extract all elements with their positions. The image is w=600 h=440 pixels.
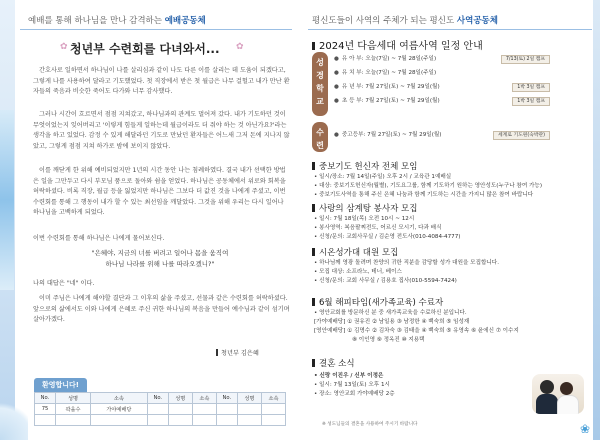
answer-line: 나의 대답은 "네" 이다. [33,280,95,287]
groom-body [536,394,558,414]
schedule-badge: 7/13(토) 2일 캠프 [501,55,550,64]
header-tag: 예배공동체 [164,16,206,26]
signature: 청년부 김은혜 [216,348,259,357]
quote-line: 하나님 나라를 위해 나를 따라오겠니?" [105,259,215,268]
flower-icon: ✿ [236,42,244,52]
closing-paragraph: 이미 주님은 나에게 해야할 결단과 그 이후의 삶을 주셨고, 선물과 같은 수련회를 허락하셨다. 앞으로의 삶에서도 이와 나에게 은혜로 주신 귀한 하나님의 복음을 만들어 예수님과 같이 섬기며 살아가겠다. [33,295,290,324]
bullet-icon: ● [334,84,339,90]
section-marker [312,42,315,50]
table-header-row: No. 성명 소속 No. 성명 소속 No. 성명 소속 [35,393,286,404]
list-item: • 일시: 7월 13일(토) 오후 1시 [314,382,390,388]
bride-head [560,382,573,395]
bullet-icon: ● [334,98,339,104]
welcome-table-section [34,372,286,426]
section-title: 중보기도 헌신자 전체 모임 [312,160,417,172]
section-title: 사랑의 삼계탕 봉사자 모집 [312,202,417,214]
schedule-badge: 1박 3일 캠프 [512,83,550,92]
page-header [28,14,206,26]
schedule-row: ● 초 등 부: 7월 27일(토) ~ 7월 29일(월) 1박 3일 캠프 [334,96,584,108]
section-title: 결혼 소식 [312,357,355,369]
list-item: • 장소: 영안교회 가야예배당 2층 [314,391,395,397]
welcome-tab: 환영합니다! [34,378,87,392]
section-items [314,215,594,242]
list-item: • 신청/문의: 교회 사무실 / 김용호 집사(010-5594-7424) [314,278,457,284]
section-title: 6월 해피타임(새가족교육) 수료자 [312,296,443,308]
section-items [314,259,594,286]
paragraph-1: 간호사로 일하면서 하나님이 나를 살리심과 같이 나도 다른 이를 살리는 데 도움이 되겠다고, 그렇게 나를 사용하여 달라고 기도했었다. 첫 직장에서 받은 첫 월급은 나무 걸헐고 내가 만난 환자들의 죽음과 비슷한 죽어도 다가와 너무 감사했다. [33,67,290,96]
section-marker [312,204,315,212]
section-items [314,173,594,200]
article-title: 청년부 수련회를 다녀와서... [70,42,220,56]
list-item: • 모집 대상: 소프라노, 테너, 베이스 [314,269,402,275]
list-item: • 일시: 7월 18일(목) 오전 10시 ~ 12시 [314,216,415,222]
section-marker [312,248,315,256]
wedding-photo [532,374,584,414]
welcome-table [34,392,286,426]
quote-block [60,248,260,269]
bullet-icon: ● [334,56,339,62]
header-divider [20,29,292,30]
schedule-badge: 세계로 기도원(숙박관) [493,131,550,140]
page-header [312,14,498,26]
table-row: 75 곽을수 가야예배당 [35,404,286,415]
paragraph-2: 그러나 시간이 흐르면서 점점 지쳐갔고, 하나님과의 관계도 멀어져 갔다. 내가 기도하던 것이 무엇이었는지 잊어버리고 '이렇게 힘들게 일하는데 월급이라도 더 줘야 하는 것 아닌가요?'라는 생각을 하고 있었다. 감정 수 있게 해달라던 기도로 만났던 환자들은 어느새 그저 돈에 지나지 않았고, 그렇게 점점 지쳐 하가로 밤에 보이지 않았다. [33,111,290,150]
section-title: 시온성가대 대원 모집 [312,246,398,258]
decorative-band [593,0,600,440]
header-tag: 사역공동체 [456,16,498,26]
groom-head [540,380,554,394]
bullet-icon: ● [334,132,339,138]
schedule-row: ● 유 년 부: 7월 27일(토) ~ 7월 29일(월) 1박 3일 캠프 [334,82,584,94]
list-item: • 신랑 이진우 / 신부 이정은 [314,373,384,379]
schedule-badge: 1박 3일 캠프 [512,97,550,106]
list-item: • 봉사영역: 복음팔찌전도, 어르신 모시기, 다과 배식 [314,225,442,231]
header-divider [308,29,592,30]
schedule-row: ● 유 아 부: 오늘(7일) ~ 7월 28일(주일) 7/13(토) 2일 캠프 [334,54,584,66]
list-item: • 대상: 중보기도헌신자(월별), 기도요그룹, 함께 기도하기 원하는 영안성도(누구나 참여 가능) [314,183,543,189]
retreat-label: 수 련 회 [312,122,328,152]
list-item: ⑧ 이인영 ⑨ 정옥진 ⑩ 지용택 [352,337,425,343]
schedule-row: ● 유 치 부: 오늘(7일) ~ 7월 28일(주일) [334,70,437,76]
list-item: • 하나님께 영광 돌려며 찬양의 귀한 직분을 감당할 성가 대원을 모집합니다. [314,260,499,266]
bride-body [557,395,579,414]
list-item: • 일시/장소: 7월 14일(주일) 오후 2시 / 교육관 1예배실 [314,174,452,180]
list-item: • 영안교회를 방문하신 분 중 새가족교육을 수료하신 분입니다. [314,310,467,316]
header-subtitle: 예배를 통해 하나님을 만나 감격하는 [28,16,162,26]
section-items [314,309,594,345]
waterfall-image [0,110,14,290]
bullet-icon: ● [334,70,339,76]
table-row [35,415,286,426]
quote-line: "은혜야, 지금의 너를 버려고 일어나 몸을 움직여 [91,249,229,257]
paragraph-4: 이번 수련회를 통해 하나님은 나에게 물어보신다. [33,235,165,242]
list-item: • 신청/문의: 교회사무실 / 김순영 전도사(010-4084-4777) [314,234,461,240]
section-title: 2024년 다음세대 여름사역 일정 안내 [312,37,483,52]
footnote: ※ 성도님들의 결혼을 사용하여 주시기 바랍니다 [322,422,418,427]
list-item: [영안예배당] ① 김명수 ② 김차숙 ③ 김태을 ④ 백숙희 ⑤ 유영속 ⑥ 윤에신 ⑦ 이수지 [314,328,519,334]
section-marker [312,359,315,367]
wave-decoration [0,395,28,440]
list-item: [가야예배당] ① 권유진 ② 남일용 ③ 남정한 ④ 백숙희 ⑤ 임성재 [314,319,470,325]
schedule-row: ● 중고등부: 7월 27일(토) ~ 7월 29일(월) 세계로 기도원(숙박관) [334,130,584,142]
flower-icon: ✿ [60,42,68,52]
signature-mark [216,349,218,356]
bible-school-label: 성 경 학 교 [312,52,328,116]
paragraph-3: 이를 깨닫게 한 위해 예비되었지만 1년의 시간 동안 나는 침례하였다. 결국 내가 선택한 방법은 일을 그만두고 다시 부모님 품으로 돌아와 쉼을 얻었다. 하나님은 공동체에서 위로와 회복을 허락하셨다. 비록 직장, 월급 등을 잃었지만 하나님은 그보다 더 값진 것을 나에게 주셨고, 이번 수련회를 통해 그 행동이 내가 할 수 있는 최선임을 깨달았다. 그것을 위해 우리는 다시 일어나 하나님을 고백하게 되었다. [33,167,286,217]
section-marker [312,162,315,170]
section-marker [312,298,315,306]
right-page [300,0,600,440]
list-item: • 중보기도사역을 통해 주신 은혜 나눔과 함께 기도하는 시간을 가지니 많은 참여 바랍니다 [314,192,534,198]
header-subtitle: 평신도들이 사역의 주체가 되는 평신도 [312,16,455,26]
flower-icon: ❀ [579,422,590,436]
